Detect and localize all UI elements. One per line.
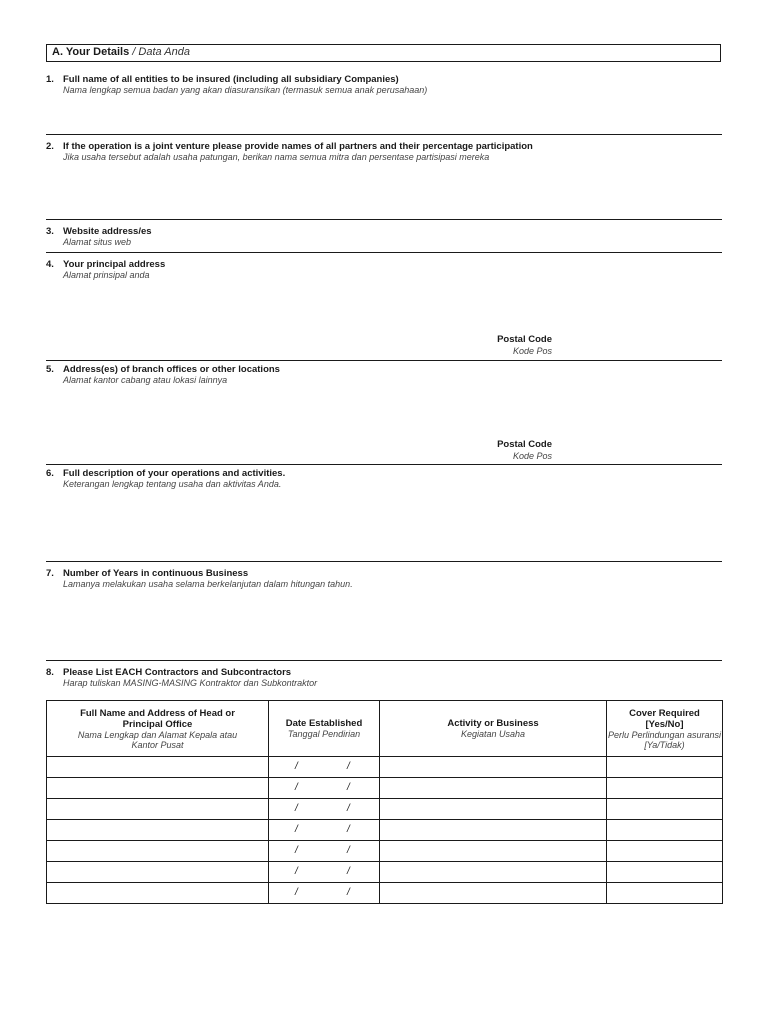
postal-code-id: Kode Pos	[512, 451, 552, 461]
question-number: 5.	[46, 364, 54, 375]
question-label: Number of Years in continuous Business	[63, 568, 249, 579]
cell-name-address[interactable]	[47, 820, 269, 841]
cell-name-address[interactable]	[47, 883, 269, 904]
date-separator: /	[347, 761, 350, 772]
cell-activity[interactable]	[380, 799, 607, 820]
cell-name-address[interactable]	[47, 757, 269, 778]
date-separator: /	[347, 887, 350, 898]
col-header-en: Activity or Business	[447, 718, 539, 729]
table-row	[47, 778, 723, 799]
postal-code-label-1	[352, 334, 552, 356]
date-separator: /	[347, 845, 350, 856]
date-separator: /	[295, 887, 298, 898]
question-translation: Keterangan lengkap tentang usaha dan aktivitas Anda.	[63, 479, 282, 489]
question-label: Address(es) of branch offices or other locations	[63, 364, 280, 375]
cell-cover[interactable]	[607, 883, 723, 904]
question-translation: Alamat prinsipal anda	[63, 270, 150, 280]
cell-cover[interactable]	[607, 841, 723, 862]
cell-name-address[interactable]	[47, 841, 269, 862]
answer-line-2[interactable]	[46, 219, 722, 220]
answer-line-6[interactable]	[46, 561, 722, 562]
col-header-en: Date Established	[285, 718, 363, 729]
table-row	[47, 862, 723, 883]
cell-cover[interactable]	[607, 862, 723, 883]
cell-activity[interactable]	[380, 841, 607, 862]
question-number: 6.	[46, 468, 54, 479]
date-separator: /	[295, 761, 298, 772]
col-header-en: Cover Required [Yes/No]	[629, 707, 700, 730]
col-header-name-address	[47, 701, 269, 757]
table-row	[47, 757, 723, 778]
answer-line-7[interactable]	[46, 660, 722, 661]
cell-activity[interactable]	[380, 883, 607, 904]
date-separator: /	[347, 803, 350, 814]
cell-date[interactable]	[269, 799, 380, 820]
section-a-header: A. Your Details / Data Anda	[46, 44, 721, 62]
table-header-row	[47, 701, 723, 757]
question-translation: Lamanya melakukan usaha selama berkelanjutan dalam hitungan tahun.	[63, 579, 353, 589]
table-row	[47, 841, 723, 862]
question-label: Full name of all entities to be insured (including all subsidiary Companies)	[63, 74, 399, 85]
postal-code-en: Postal Code	[497, 334, 552, 345]
answer-line-4[interactable]	[46, 360, 722, 361]
cell-date[interactable]	[269, 820, 380, 841]
cell-date[interactable]	[269, 778, 380, 799]
question-label: Website address/es	[63, 226, 152, 237]
section-subtitle: Data Anda	[138, 46, 190, 58]
date-separator: /	[347, 782, 350, 793]
cell-activity[interactable]	[380, 778, 607, 799]
date-separator: /	[295, 782, 298, 793]
col-header-id: Perlu Perlindungan asuransi [Ya/Tidak)	[607, 729, 722, 750]
cell-date[interactable]	[269, 757, 380, 778]
postal-code-id: Kode Pos	[512, 346, 552, 356]
question-number: 2.	[46, 141, 54, 152]
question-label: Full description of your operations and activities.	[63, 468, 286, 479]
question-number: 3.	[46, 226, 54, 237]
date-separator: /	[295, 845, 298, 856]
col-header-id: Kegiatan Usaha	[460, 729, 526, 739]
postal-code-label-2	[352, 439, 552, 461]
answer-line-3[interactable]	[46, 252, 722, 253]
cell-name-address[interactable]	[47, 778, 269, 799]
date-separator: /	[295, 824, 298, 835]
section-title: A. Your Details	[52, 46, 130, 58]
col-header-date	[269, 701, 380, 757]
question-label: Please List EACH Contractors and Subcontractors	[63, 667, 292, 678]
question-label: Your principal address	[63, 259, 166, 270]
question-number: 8.	[46, 667, 54, 678]
postal-code-en: Postal Code	[497, 439, 552, 450]
answer-line-1[interactable]	[46, 134, 722, 135]
contractors-table	[46, 700, 723, 904]
question-label: If the operation is a joint venture please provide names of all partners and their percentage participation	[63, 141, 533, 152]
cell-activity[interactable]	[380, 820, 607, 841]
table-row	[47, 799, 723, 820]
col-header-en: Full Name and Address of Head or Principal Office	[80, 707, 235, 730]
cell-date[interactable]	[269, 883, 380, 904]
date-separator: /	[295, 866, 298, 877]
cell-activity[interactable]	[380, 862, 607, 883]
cell-cover[interactable]	[607, 778, 723, 799]
cell-activity[interactable]	[380, 757, 607, 778]
date-separator: /	[347, 866, 350, 877]
question-number: 1.	[46, 74, 54, 85]
col-header-activity	[380, 701, 607, 757]
cell-date[interactable]	[269, 841, 380, 862]
answer-line-5[interactable]	[46, 464, 722, 465]
cell-cover[interactable]	[607, 820, 723, 841]
question-number: 4.	[46, 259, 54, 270]
question-translation: Nama lengkap semua badan yang akan diasuransikan (termasuk semua anak perusahaan)	[63, 85, 428, 95]
question-translation: Alamat kantor cabang atau lokasi lainnya	[63, 375, 228, 385]
col-header-id: Nama Lengkap dan Alamat Kepala atau Kantor Pusat	[77, 729, 238, 750]
col-header-cover	[607, 701, 723, 757]
table-row	[47, 820, 723, 841]
date-separator: /	[347, 824, 350, 835]
question-translation: Alamat situs web	[63, 237, 132, 247]
cell-cover[interactable]	[607, 799, 723, 820]
cell-cover[interactable]	[607, 757, 723, 778]
table-row	[47, 883, 723, 904]
cell-name-address[interactable]	[47, 799, 269, 820]
question-number: 7.	[46, 568, 54, 579]
col-header-id: Tanggal Pendirian	[287, 729, 361, 739]
question-translation: Harap tuliskan MASING-MASING Kontraktor dan Subkontraktor	[63, 678, 318, 688]
question-translation: Jika usaha tersebut adalah usaha patungan, berikan nama semua mitra dan persentase partisipasi mereka	[63, 152, 490, 162]
cell-name-address[interactable]	[47, 862, 269, 883]
cell-date[interactable]	[269, 862, 380, 883]
date-separator: /	[295, 803, 298, 814]
